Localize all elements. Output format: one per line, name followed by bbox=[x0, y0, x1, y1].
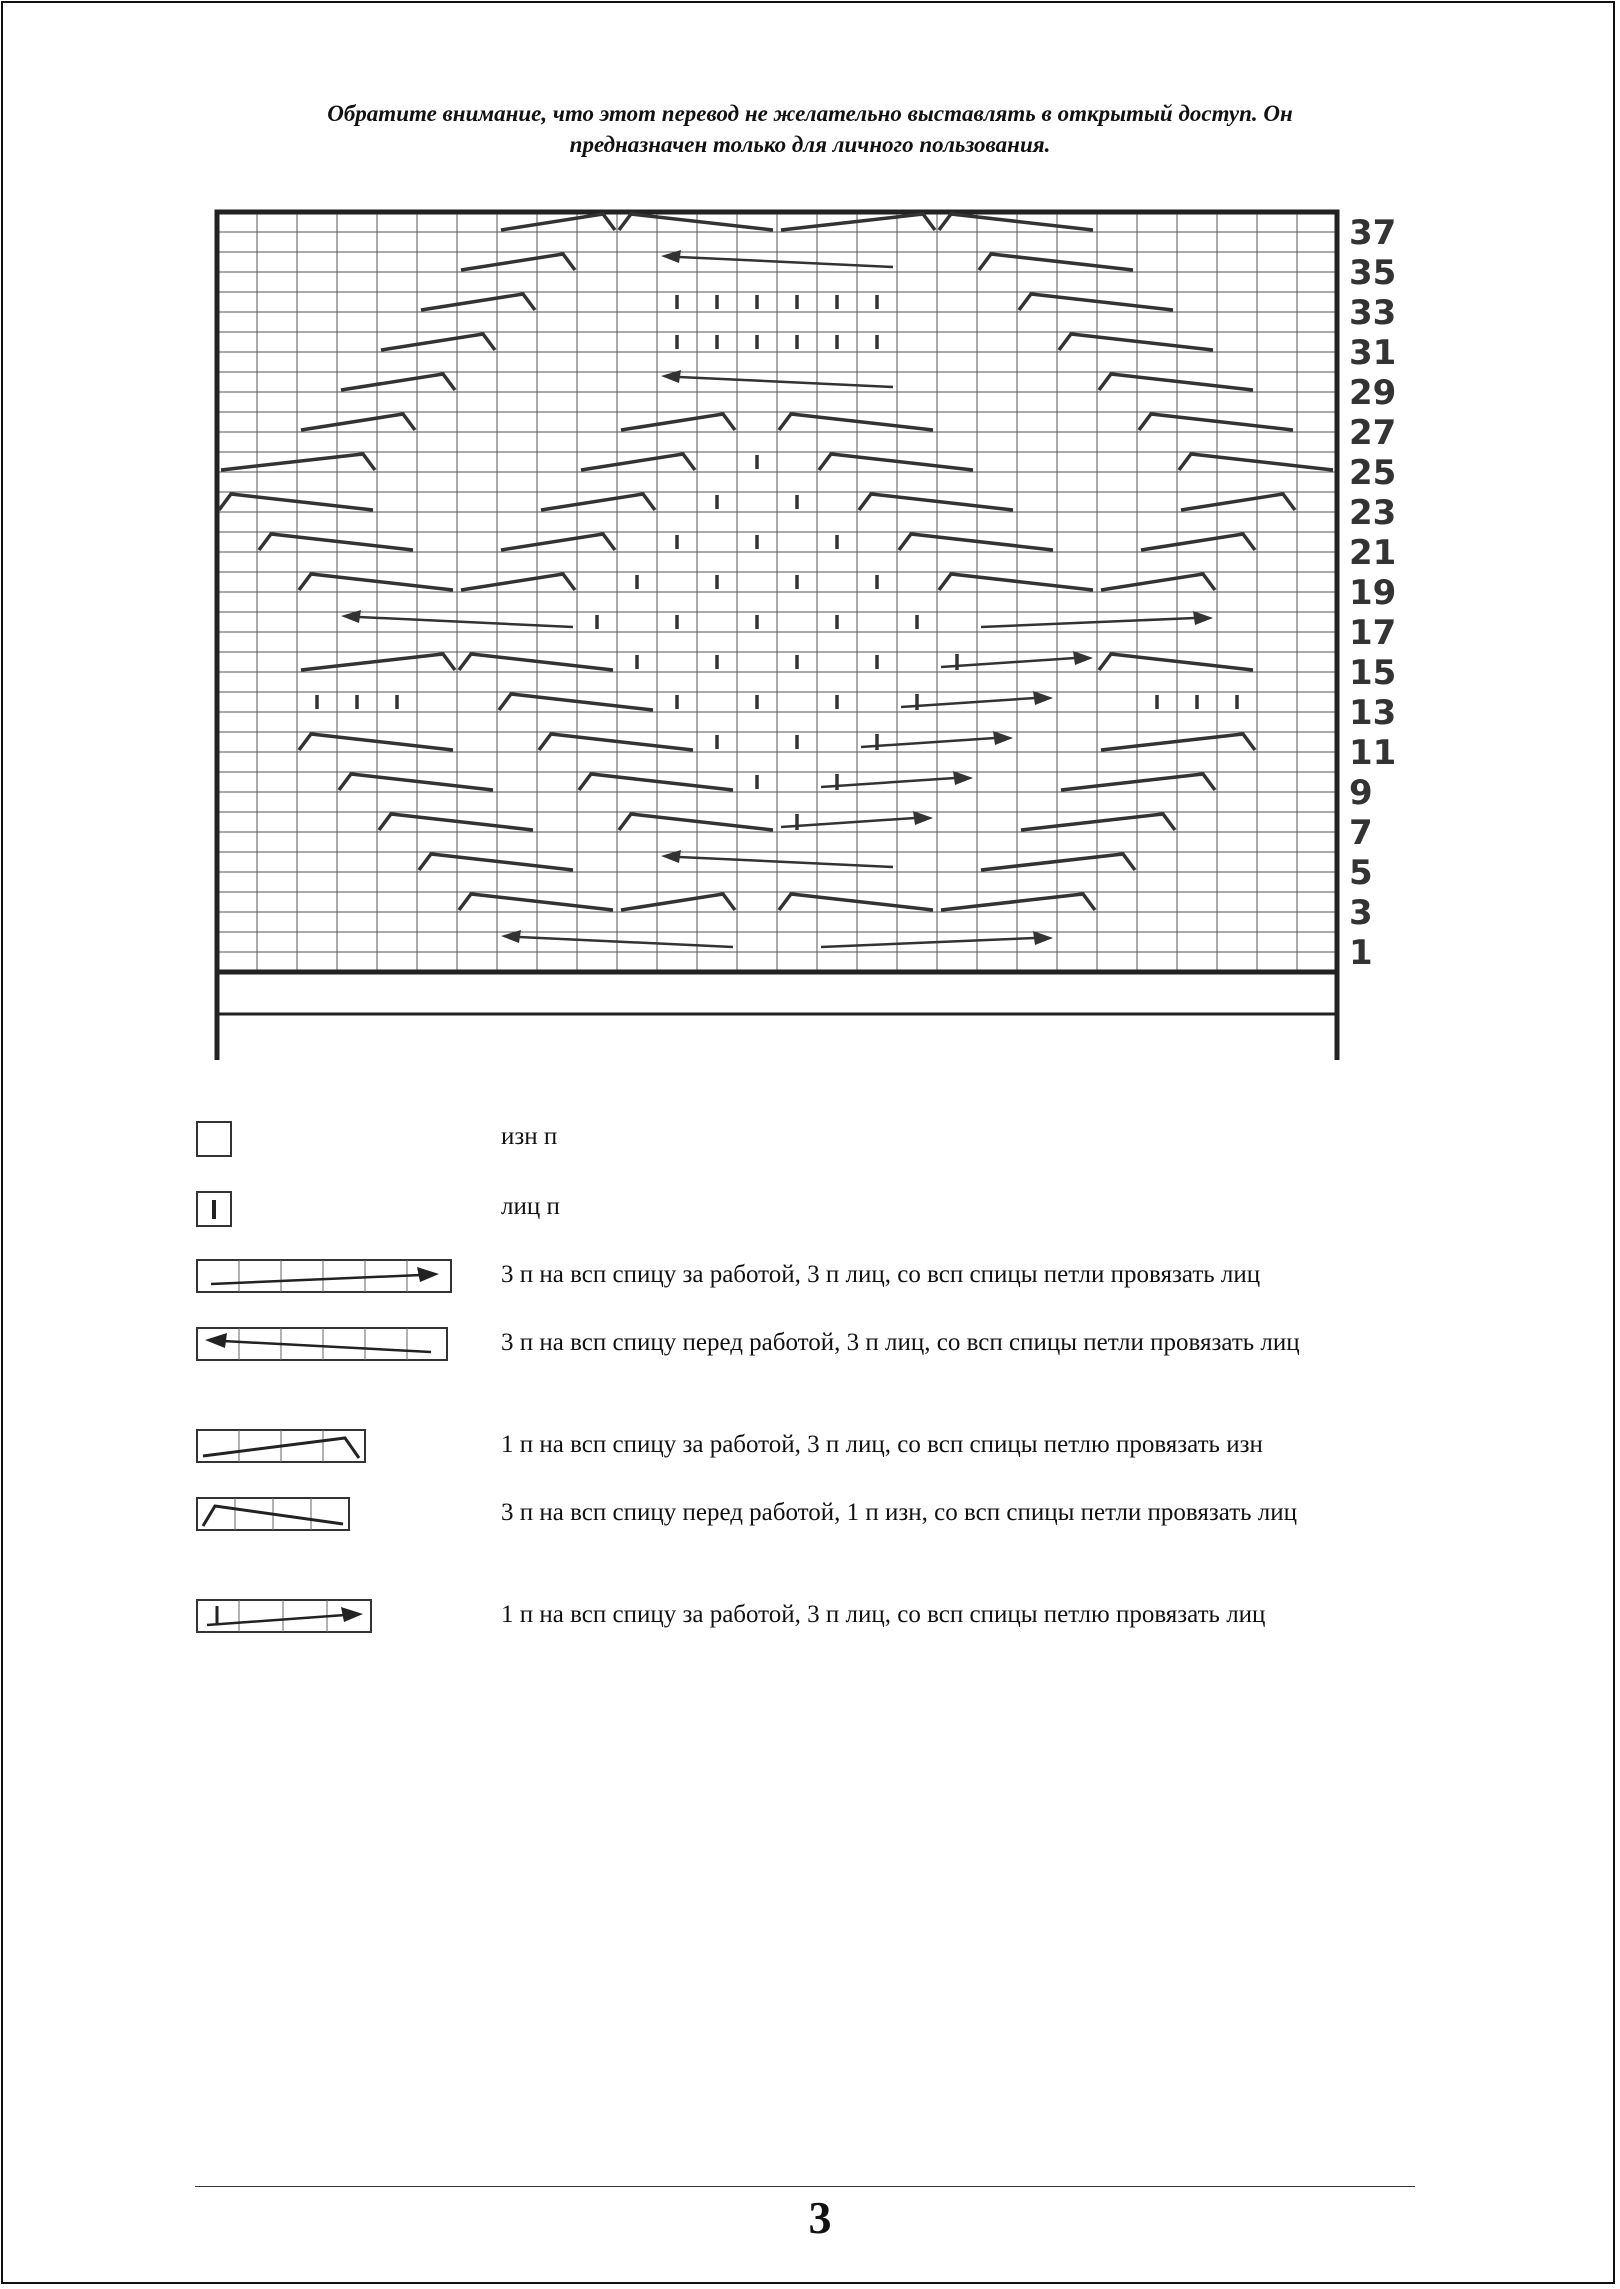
arrow-right-cable-line bbox=[781, 818, 915, 827]
legend-row-knit bbox=[195, 1190, 1445, 1250]
hook-right-cable bbox=[1061, 774, 1215, 790]
hook-right-cable bbox=[341, 374, 455, 390]
hook-left-cable bbox=[779, 414, 933, 430]
hook-right-cable bbox=[541, 494, 655, 510]
arrow-left-cable-line bbox=[519, 937, 733, 947]
hook-left-cable bbox=[619, 214, 773, 230]
footer-rule bbox=[195, 2186, 1415, 2187]
hook-left-cable bbox=[1099, 654, 1253, 670]
hook-left-cable bbox=[979, 254, 1133, 270]
legend-text-hook-right: 1 п на всп спицу за работой, 3 п лиц, со всп спицы петлю провязать изн bbox=[501, 1431, 1263, 1458]
row-label: 25 bbox=[1349, 453, 1397, 493]
hook-right-cable bbox=[381, 334, 495, 350]
hook-left-cable bbox=[299, 574, 453, 590]
arrow-right-cable-head bbox=[1033, 931, 1053, 945]
row-label: 3 bbox=[1349, 893, 1373, 933]
row-label: 23 bbox=[1349, 493, 1397, 533]
hook-left-cable bbox=[379, 814, 533, 830]
hook-left-cable bbox=[939, 214, 1093, 230]
arrow-left-cable-line bbox=[679, 857, 893, 867]
legend-row-hook-right bbox=[195, 1428, 1445, 1488]
arrow-right-cable-icon bbox=[195, 1258, 455, 1298]
chart-grid bbox=[217, 212, 1337, 1060]
notice-line-1: Обратите внимание, что этот перевод не желательно выставлять в открытый доступ. Он bbox=[327, 101, 1293, 126]
empty-cell-icon bbox=[195, 1120, 235, 1160]
arrow-right-cable-head bbox=[913, 811, 933, 825]
row-label: 9 bbox=[1349, 773, 1373, 813]
hook-right-cable bbox=[581, 454, 695, 470]
hook-right-cable bbox=[1101, 574, 1215, 590]
arrow-left-cable-line bbox=[359, 617, 573, 627]
hook-right-cable bbox=[621, 414, 735, 430]
hook-left-cable bbox=[579, 774, 733, 790]
hook-left-cable bbox=[619, 814, 773, 830]
row-label: 33 bbox=[1349, 293, 1397, 333]
hook-right-cable bbox=[301, 414, 415, 430]
hook-left-cable bbox=[899, 534, 1053, 550]
row-label: 21 bbox=[1349, 533, 1397, 573]
row-label: 37 bbox=[1349, 213, 1397, 253]
row-label: 17 bbox=[1349, 613, 1397, 653]
hook-right-cable bbox=[621, 894, 735, 910]
hook-left-cable bbox=[1099, 374, 1253, 390]
hook-left-cable bbox=[1019, 294, 1173, 310]
arrow-left-cable-icon bbox=[195, 1326, 455, 1366]
legend-text-knit-arrow: 1 п на всп спицу за работой, 3 п лиц, со всп спицы петлю провязать лиц bbox=[501, 1601, 1266, 1628]
knitting-chart bbox=[200, 200, 1400, 1080]
hook-right-cable bbox=[981, 854, 1135, 870]
arrow-right-cable-line bbox=[981, 618, 1195, 627]
legend-text-purl: изн п bbox=[501, 1123, 558, 1150]
hook-left-cable bbox=[219, 494, 373, 510]
legend-text-cable-left: 3 п на всп спицу перед работой, 3 п лиц, со всп спицы петли провязать лиц bbox=[501, 1329, 1300, 1356]
hook-left-cable bbox=[939, 574, 1093, 590]
hook-left-cable bbox=[1059, 334, 1213, 350]
hook-left-cable bbox=[459, 894, 613, 910]
arrow-right-cable-line bbox=[901, 698, 1035, 707]
hook-left-cable bbox=[1139, 414, 1293, 430]
legend-row-cable-right bbox=[195, 1258, 1445, 1318]
hook-right-cable bbox=[501, 214, 615, 230]
arrow-left-cable-line bbox=[679, 377, 893, 387]
hook-left-cable bbox=[779, 894, 933, 910]
row-label: 13 bbox=[1349, 693, 1397, 733]
hook-right-cable-icon bbox=[195, 1428, 375, 1468]
arrow-right-cable-head bbox=[953, 771, 973, 785]
legend-row-purl bbox=[195, 1120, 1445, 1180]
arrow-right-cable-line bbox=[861, 738, 995, 747]
hook-left-cable bbox=[299, 734, 453, 750]
row-label: 29 bbox=[1349, 373, 1397, 413]
row-label: 1 bbox=[1349, 933, 1373, 973]
hook-left-cable bbox=[539, 734, 693, 750]
chart-row-labels bbox=[1349, 213, 1396, 973]
chart-symbols bbox=[219, 214, 1333, 947]
arrow-right-cable-head bbox=[1033, 691, 1053, 705]
arrow-right-cable-head bbox=[1193, 611, 1213, 625]
hook-right-cable bbox=[461, 574, 575, 590]
arrow-left-cable-line bbox=[679, 257, 893, 267]
hook-right-cable bbox=[461, 254, 575, 270]
hook-left-cable bbox=[859, 494, 1013, 510]
hook-left-cable-icon bbox=[195, 1496, 375, 1536]
row-label: 31 bbox=[1349, 333, 1397, 373]
legend-row-hook-left bbox=[195, 1496, 1445, 1556]
copyright-notice bbox=[180, 98, 1440, 160]
page-number: 3 bbox=[808, 2192, 832, 2243]
hook-right-cable bbox=[941, 894, 1095, 910]
knit-arrow-right-cable-icon bbox=[195, 1598, 375, 1638]
hook-right-cable bbox=[781, 214, 935, 230]
arrow-right-cable-line bbox=[941, 658, 1075, 667]
row-label: 7 bbox=[1349, 813, 1373, 853]
row-label: 35 bbox=[1349, 253, 1397, 293]
knit-bar-icon bbox=[195, 1190, 235, 1230]
hook-right-cable bbox=[301, 654, 455, 670]
hook-right-cable bbox=[1141, 534, 1255, 550]
hook-left-cable bbox=[819, 454, 973, 470]
hook-right-cable bbox=[501, 534, 615, 550]
hook-left-cable bbox=[1179, 454, 1333, 470]
row-label: 19 bbox=[1349, 573, 1397, 613]
hook-right-cable bbox=[1021, 814, 1175, 830]
hook-left-cable bbox=[339, 774, 493, 790]
row-label: 15 bbox=[1349, 653, 1397, 693]
arrow-right-cable-head bbox=[993, 731, 1013, 745]
row-label: 5 bbox=[1349, 853, 1373, 893]
row-label: 11 bbox=[1349, 733, 1397, 773]
legend-text-cable-right: 3 п на всп спицу за работой, 3 п лиц, со всп спицы петли провязать лиц bbox=[501, 1261, 1261, 1288]
legend-row-knit-arrow bbox=[195, 1598, 1445, 1658]
hook-right-cable bbox=[221, 454, 375, 470]
arrow-right-cable-line bbox=[821, 778, 955, 787]
hook-left-cable bbox=[259, 534, 413, 550]
hook-right-cable bbox=[421, 294, 535, 310]
hook-left-cable bbox=[459, 654, 613, 670]
legend-text-knit: лиц п bbox=[501, 1193, 560, 1220]
hook-right-cable bbox=[1101, 734, 1255, 750]
hook-left-cable bbox=[499, 694, 653, 710]
legend-text-hook-left: 3 п на всп спицу перед работой, 1 п изн, со всп спицы петли провязать лиц bbox=[501, 1499, 1298, 1526]
arrow-right-cable-line bbox=[821, 938, 1035, 947]
row-label: 27 bbox=[1349, 413, 1397, 453]
hook-right-cable bbox=[1181, 494, 1295, 510]
notice-line-2: предназначен только для личного пользования. bbox=[569, 132, 1051, 157]
hook-left-cable bbox=[419, 854, 573, 870]
arrow-right-cable-head bbox=[1073, 651, 1093, 665]
legend-row-cable-left bbox=[195, 1326, 1445, 1386]
